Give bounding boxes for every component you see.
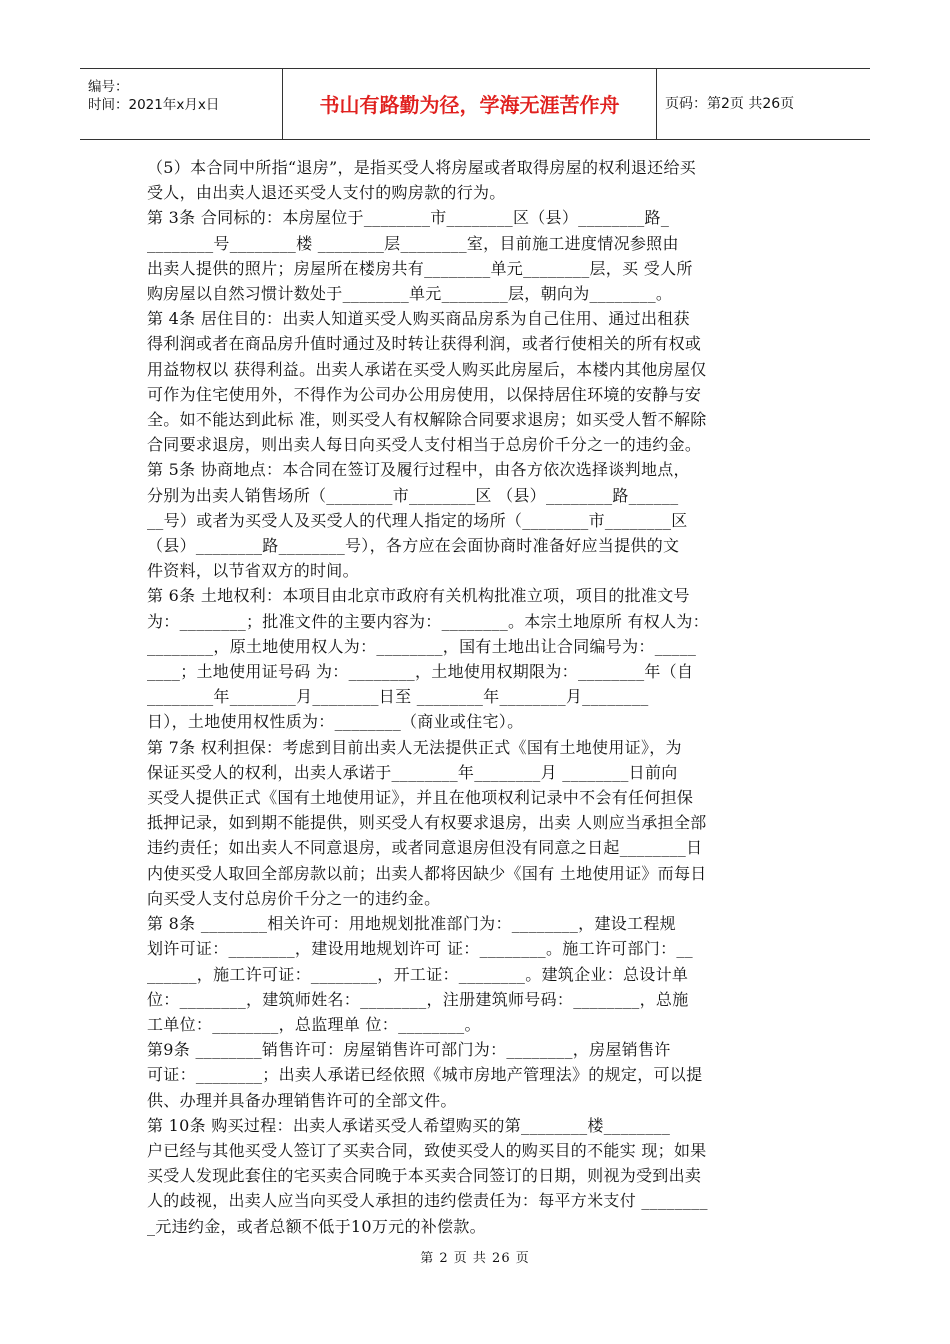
body-line: 购房屋以自然习惯计数处于________单元________层，朝向为________。 xyxy=(147,284,673,304)
body-line: ________年________月________日至 ________年________月________ xyxy=(147,687,649,707)
body-line: 件资料，以节省双方的时间。 xyxy=(147,561,359,581)
document-date-label: 时间：2021年x月x日 xyxy=(88,97,220,113)
header-page-info: 页码：第2页 共26页 xyxy=(665,96,795,112)
header-meta xyxy=(80,69,283,139)
body-line: 得利润或者在商品房升值时通过及时转让获得利润，或者行使相关的所有权或 xyxy=(147,334,702,354)
body-line: __号）或者为买受人及买受人的代理人指定的场所（________市________区 xyxy=(147,510,688,530)
body-line: （5）本合同中所指“退房”，是指买受人将房屋或者取得房屋的权利退还给买 xyxy=(147,158,697,177)
body-line: ____；土地使用证号码 为：________，土地使用权期限为：________年（自 xyxy=(147,662,694,682)
body-line: 第 4条 居住目的：出卖人知道买受人购买商品房系为自己住用、通过出租获 xyxy=(147,309,690,329)
body-line: 第 3条 合同标的：本房屋位于________市________区（县）________路_ xyxy=(147,208,670,228)
body-line: 违约责任；如出卖人不同意退房，或者同意退房但没有同意之日起________日 xyxy=(147,838,703,858)
header-motto-cell xyxy=(283,69,657,139)
body-line: 户已经与其他买受人签订了买卖合同，致使买受人的购买目的不能实 现；如果 xyxy=(147,1140,707,1160)
contract-body xyxy=(147,155,807,1239)
body-line: 内使买受人取回全部房款以前；出卖人都将因缺少《国有 土地使用证》而每日 xyxy=(147,863,707,883)
body-line: ________，原土地使用权人为：________，国有土地出让合同编号为：_____ xyxy=(147,636,697,656)
body-line: _元违约金，或者总额不低于10万元的补偿款。 xyxy=(147,1216,486,1236)
body-line: 第 10条 购买过程：出卖人承诺买受人希望购买的第________楼________ xyxy=(147,1115,671,1135)
body-line: 保证买受人的权利，出卖人承诺于________年________月 ________日前向 xyxy=(147,762,678,782)
body-line: 可证：________；出卖人承诺已经依照《城市房地产管理法》的规定，可以提 xyxy=(147,1065,703,1085)
body-line: 买受人发现此套住的宅买卖合同晚于本买卖合同签订的日期，则视为受到出卖 xyxy=(147,1166,702,1186)
body-line: 为：________；批准文件的主要内容为：________。本宗土地原所 有权人为： xyxy=(147,611,709,631)
body-line: 第 6条 土地权利：本项目由北京市政府有关机构批准立项，项目的批准文号 xyxy=(147,586,690,606)
body-line: 合同要求退房，则出卖人每日向买受人支付相当于总房价千分之一的违约金。 xyxy=(147,435,702,455)
page-footer: 第 2 页 共 26 页 xyxy=(420,1251,530,1266)
body-line: 工单位：________，总监理单 位：________。 xyxy=(147,1014,481,1034)
body-line: 供、办理并具备办理销售许可的全部文件。 xyxy=(147,1090,457,1110)
document-number-label: 编号： xyxy=(88,79,129,95)
body-line: 用益物权以 获得利益。出卖人承诺在买受人购买此房屋后，本楼内其他房屋仅 xyxy=(147,359,707,379)
body-line: 抵押记录，如到期不能提供，则买受人有权要求退房，出卖 人则应当承担全部 xyxy=(147,813,707,833)
body-line: 出卖人提供的照片；房屋所在楼房共有________单元________层，买 受人所 xyxy=(147,258,693,278)
body-line: 第9条 ________销售许可：房屋销售许可部门为：________，房屋销售许 xyxy=(147,1040,671,1060)
body-line: ________号________楼 ________层________室，目前施工进度情况参照由 xyxy=(147,233,679,253)
header-page-cell xyxy=(657,69,870,139)
header-motto: 书山有路勤为径，学海无涯苦作舟 xyxy=(319,93,620,117)
body-line: 人的歧视，出卖人应当向买受人承担的违约偿责任为：每平方米支付 ________ xyxy=(147,1191,708,1211)
body-line: 第 5条 协商地点：本合同在签订及履行过程中，由各方依次选择谈判地点， xyxy=(147,460,690,480)
body-line: 第 8条 ________相关许可：用地规划批准部门为：________，建设工程规 xyxy=(147,914,676,934)
body-line: 第 7条 权利担保：考虑到目前出卖人无法提供正式《国有土地使用证》，为 xyxy=(147,737,682,757)
body-line: 划许可证：________，建设用地规划许可 证：________。施工许可部门：__ xyxy=(147,939,693,959)
body-line: 买受人提供正式《国有土地使用证》，并且在他项权利记录中不会有任何担保 xyxy=(147,788,694,808)
body-line: 向买受人支付总房价千分之一的违约金。 xyxy=(147,888,441,908)
page-header xyxy=(80,68,870,140)
body-line: ______，施工许可证：________，开工证：________。建筑企业：总设计单 xyxy=(147,964,689,984)
body-line: 日），土地使用权性质为：________（商业或住宅）。 xyxy=(147,712,524,732)
body-line: 位：________，建筑师姓名：________，注册建筑师号码：________，总施 xyxy=(147,989,689,1009)
body-line: 分别为出卖人销售场所（________市________区 （县）________路______ xyxy=(147,485,679,505)
body-line: 可作为住宅使用外，不得作为公司办公用房使用，以保持居住环境的安静与安 xyxy=(147,384,702,404)
body-line: 全。如不能达到此标 准，则买受人有权解除合同要求退房；如买受人暂不解除 xyxy=(147,410,707,430)
body-line: （县）________路________号），各方应在会面协商时准备好应当提供的文 xyxy=(147,536,680,556)
body-line: 受人，由出卖人退还买受人支付的购房款的行为。 xyxy=(147,183,506,203)
